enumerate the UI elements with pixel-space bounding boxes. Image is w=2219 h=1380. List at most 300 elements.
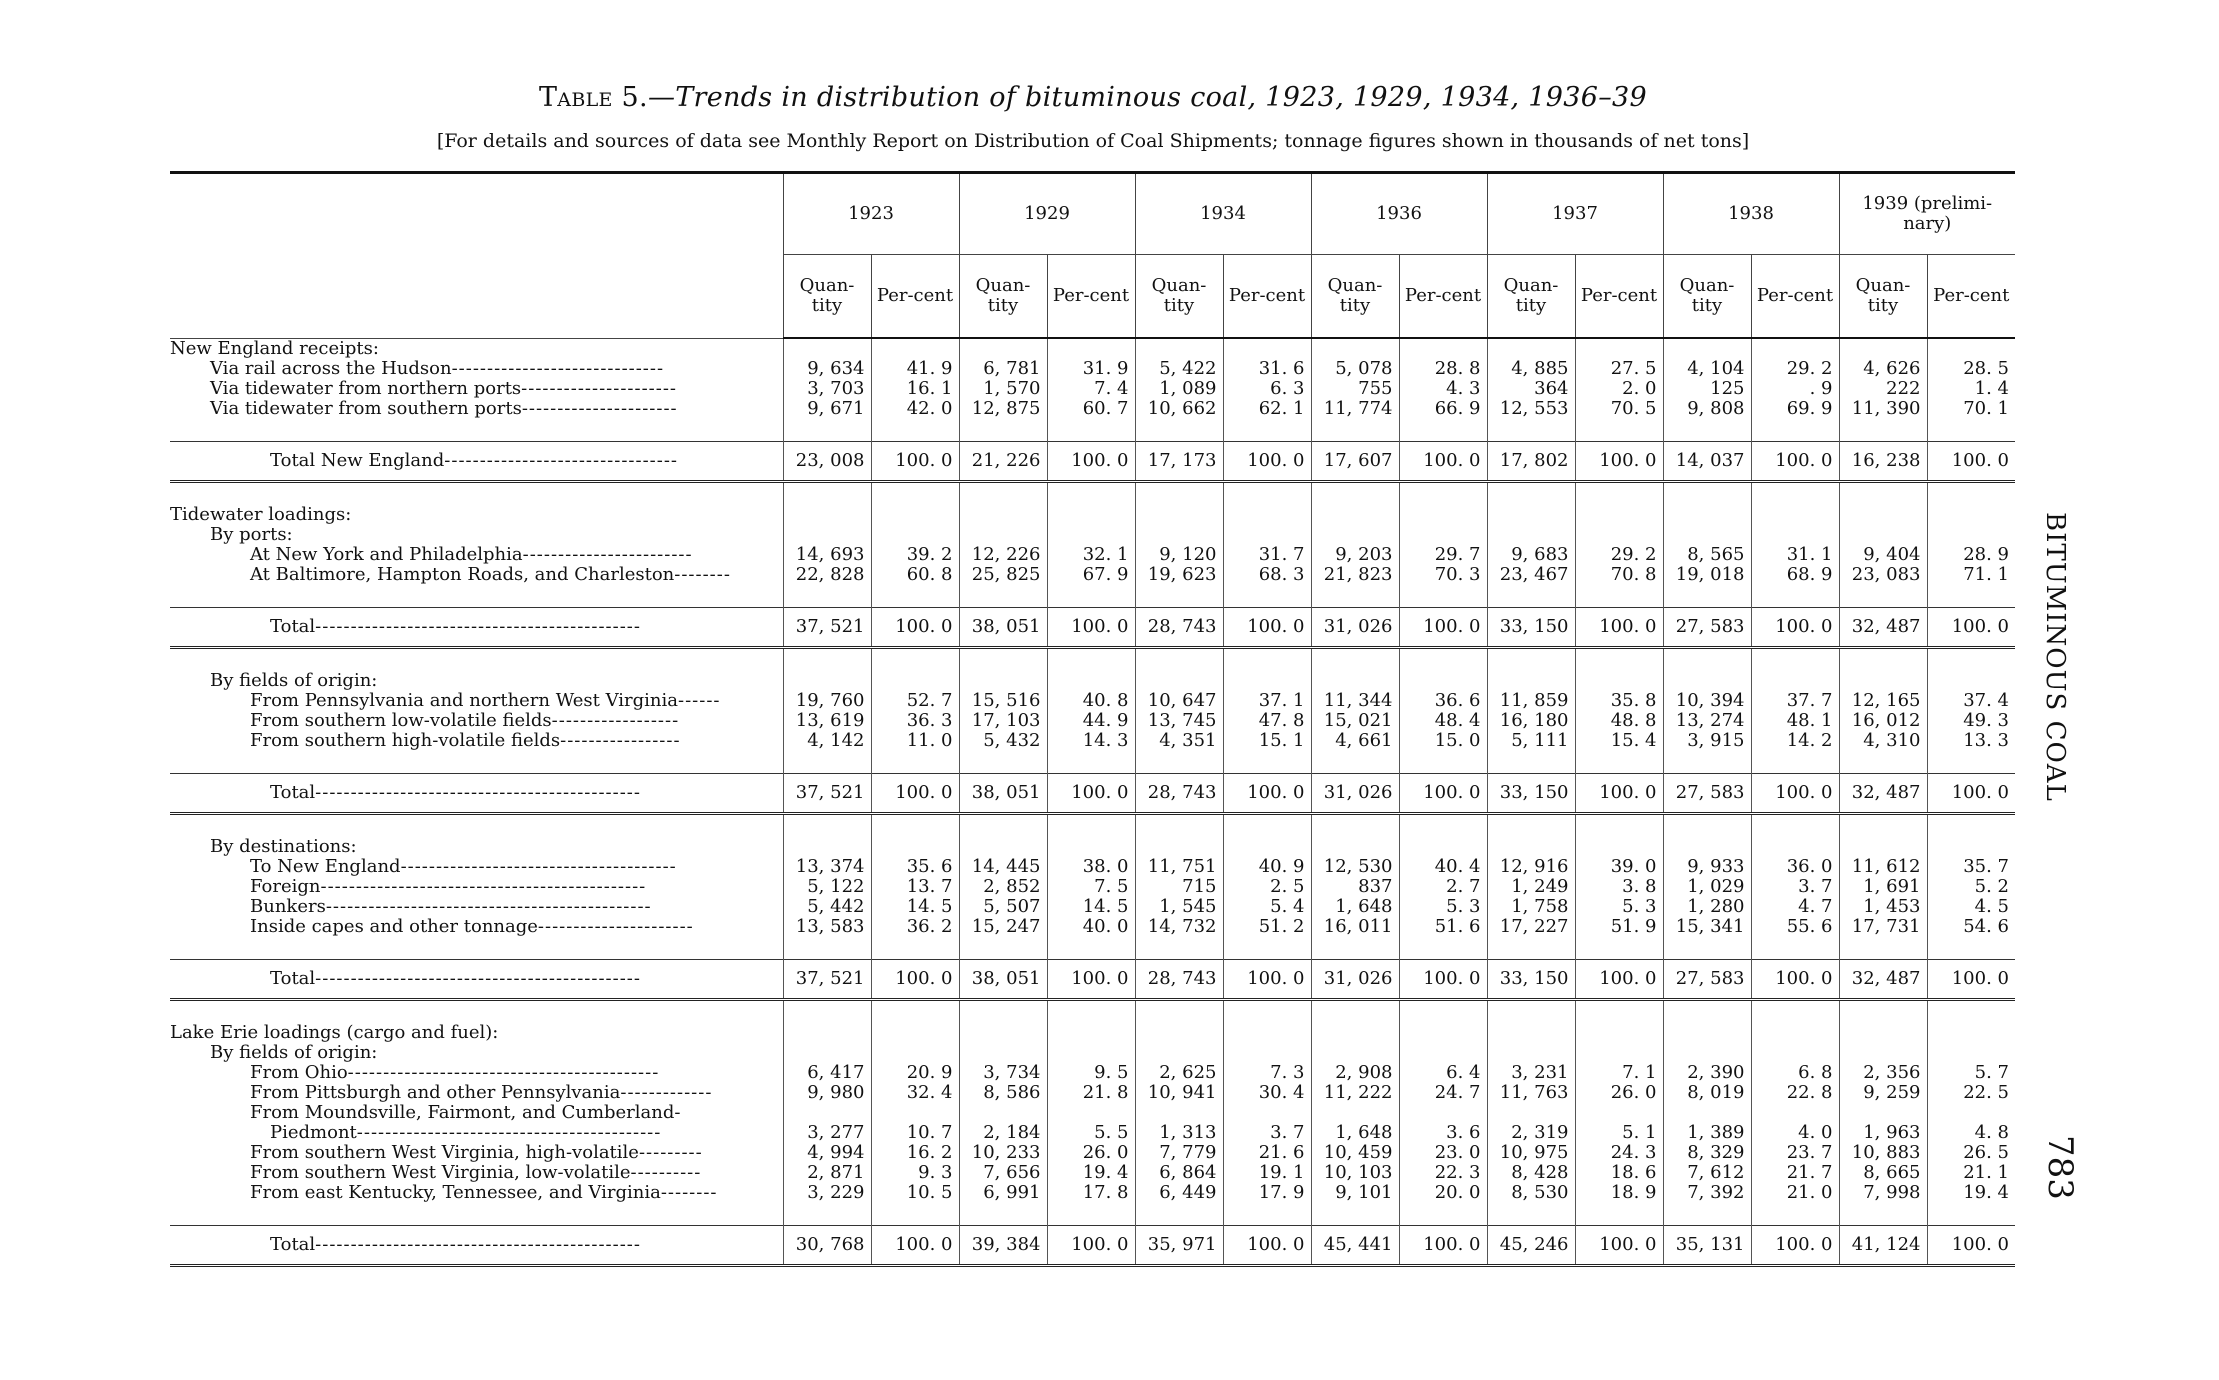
- quantity-header: Quan-tity: [783, 255, 871, 339]
- quantity-cell: 27, 583: [1663, 960, 1751, 1000]
- quantity-cell: 9, 808: [1663, 399, 1751, 419]
- percent-cell: 70. 3: [1399, 565, 1487, 585]
- percent-cell: 35. 8: [1575, 691, 1663, 711]
- percent-cell: [1927, 671, 2015, 691]
- percent-cell: 100. 0: [1927, 1226, 2015, 1266]
- total-row: [170, 442, 2015, 482]
- percent-cell: 13. 3: [1927, 731, 2015, 751]
- percent-cell: 26. 0: [1047, 1143, 1135, 1163]
- total-row: [170, 608, 2015, 648]
- quantity-cell: 14, 445: [959, 857, 1047, 877]
- quantity-cell: 3, 277: [783, 1123, 871, 1143]
- row-label-text: Inside capes and other tonnage: [250, 916, 538, 937]
- quantity-cell: 39, 384: [959, 1226, 1047, 1266]
- quantity-cell: [1311, 671, 1399, 691]
- percent-cell: 100. 0: [1223, 774, 1311, 814]
- spacer-row: [170, 937, 2015, 960]
- quantity-cell: 1, 249: [1487, 877, 1575, 897]
- percent-cell: 15. 4: [1575, 731, 1663, 751]
- percent-cell: 21. 6: [1223, 1143, 1311, 1163]
- table-title: [168, 82, 2018, 113]
- quantity-cell: 32, 487: [1839, 960, 1927, 1000]
- percent-cell: [1047, 505, 1135, 525]
- quantity-cell: 9, 933: [1663, 857, 1751, 877]
- table-label: Table 5.: [539, 82, 648, 113]
- percent-cell: 3. 7: [1223, 1123, 1311, 1143]
- percent-cell: [1399, 525, 1487, 545]
- percent-cell: [1927, 1043, 2015, 1063]
- quantity-cell: 8, 329: [1663, 1143, 1751, 1163]
- percent-cell: 18. 9: [1575, 1183, 1663, 1203]
- percent-cell: [871, 525, 959, 545]
- quantity-cell: [1311, 505, 1399, 525]
- percent-cell: 5. 2: [1927, 877, 2015, 897]
- year-header: 1934: [1135, 173, 1311, 255]
- section-heading: [170, 1103, 783, 1123]
- quantity-cell: 23, 083: [1839, 565, 1927, 585]
- quantity-cell: 33, 150: [1487, 774, 1575, 814]
- percent-cell: 9. 5: [1047, 1063, 1135, 1083]
- quantity-cell: 13, 274: [1663, 711, 1751, 731]
- leader-dots: ---------------------------------: [444, 450, 678, 471]
- percent-cell: 31. 1: [1751, 545, 1839, 565]
- percent-cell: 31. 7: [1223, 545, 1311, 565]
- quantity-cell: 1, 029: [1663, 877, 1751, 897]
- percent-cell: 100. 0: [1575, 960, 1663, 1000]
- percent-cell: 35. 7: [1927, 857, 2015, 877]
- percent-cell: 100. 0: [1927, 608, 2015, 648]
- quantity-cell: [959, 671, 1047, 691]
- leader-dots: ----------------------------------------------: [315, 782, 641, 803]
- quantity-cell: [1135, 1043, 1223, 1063]
- quantity-cell: 7, 612: [1663, 1163, 1751, 1183]
- leader-dots: ------------------: [551, 710, 680, 731]
- percent-cell: 26. 0: [1575, 1083, 1663, 1103]
- leader-dots: ----------------------: [537, 916, 694, 937]
- percent-cell: 5. 4: [1223, 897, 1311, 917]
- quantity-cell: 33, 150: [1487, 960, 1575, 1000]
- quantity-cell: [1135, 505, 1223, 525]
- leader-dots: ----------: [630, 1162, 702, 1183]
- table-row: [170, 1183, 2015, 1203]
- quantity-cell: [1663, 1103, 1751, 1123]
- row-label: [170, 442, 783, 482]
- row-label-text: From Moundsville, Fairmont, and Cumberland-: [250, 1102, 681, 1123]
- quantity-cell: 32, 487: [1839, 608, 1927, 648]
- table-row: [170, 917, 2015, 937]
- percent-cell: 39. 0: [1575, 857, 1663, 877]
- quantity-cell: 9, 203: [1311, 545, 1399, 565]
- quantity-cell: 9, 671: [783, 399, 871, 419]
- percent-cell: . 9: [1751, 379, 1839, 399]
- quantity-cell: 2, 356: [1839, 1063, 1927, 1083]
- percent-cell: 42. 0: [871, 399, 959, 419]
- quantity-cell: 3, 915: [1663, 731, 1751, 751]
- quantity-cell: 38, 051: [959, 960, 1047, 1000]
- section-heading-row: [170, 505, 2015, 525]
- quantity-cell: [1487, 671, 1575, 691]
- row-label-text: From southern West Virginia, high-volatile: [250, 1142, 639, 1163]
- percent-cell: 66. 9: [1399, 399, 1487, 419]
- quantity-cell: 1, 963: [1839, 1123, 1927, 1143]
- quantity-cell: [783, 671, 871, 691]
- quantity-cell: 16, 180: [1487, 711, 1575, 731]
- percent-cell: 29. 2: [1575, 545, 1663, 565]
- percent-cell: 5. 3: [1399, 897, 1487, 917]
- page-number: [2040, 1135, 2100, 1215]
- quantity-cell: 14, 732: [1135, 917, 1223, 937]
- percent-cell: 69. 9: [1751, 399, 1839, 419]
- quantity-cell: [1135, 837, 1223, 857]
- quantity-cell: 17, 173: [1135, 442, 1223, 482]
- quantity-cell: 10, 883: [1839, 1143, 1927, 1163]
- quantity-cell: [1311, 837, 1399, 857]
- quantity-cell: 45, 246: [1487, 1226, 1575, 1266]
- quantity-cell: 1, 691: [1839, 877, 1927, 897]
- quantity-cell: 2, 625: [1135, 1063, 1223, 1083]
- percent-cell: 100. 0: [1751, 608, 1839, 648]
- row-label: [170, 399, 783, 419]
- percent-cell: 37. 4: [1927, 691, 2015, 711]
- quantity-cell: 2, 184: [959, 1123, 1047, 1143]
- quantity-cell: 9, 120: [1135, 545, 1223, 565]
- section-heading: [170, 338, 783, 359]
- quantity-cell: [783, 525, 871, 545]
- quantity-cell: [1135, 338, 1223, 359]
- quantity-cell: [1311, 525, 1399, 545]
- percent-cell: [1223, 1103, 1311, 1123]
- quantity-cell: [783, 837, 871, 857]
- table-row: [170, 1163, 2015, 1183]
- quantity-cell: [1311, 1023, 1399, 1043]
- quantity-cell: 1, 648: [1311, 897, 1399, 917]
- quantity-cell: 4, 142: [783, 731, 871, 751]
- percent-cell: 27. 5: [1575, 359, 1663, 379]
- quantity-cell: [1839, 338, 1927, 359]
- percent-cell: 28. 5: [1927, 359, 2015, 379]
- leader-dots: -------------------------------------------: [356, 1122, 662, 1143]
- quantity-cell: 2, 908: [1311, 1063, 1399, 1083]
- percent-cell: 100. 0: [1223, 442, 1311, 482]
- quantity-cell: 4, 310: [1839, 731, 1927, 751]
- quantity-cell: 364: [1487, 379, 1575, 399]
- percent-cell: [1751, 1023, 1839, 1043]
- percent-cell: 100. 0: [871, 442, 959, 482]
- quantity-cell: 5, 507: [959, 897, 1047, 917]
- row-label-text: Via tidewater from southern ports: [210, 398, 522, 419]
- spacer-row: [170, 1203, 2015, 1226]
- quantity-cell: 38, 051: [959, 608, 1047, 648]
- percent-cell: 24. 3: [1575, 1143, 1663, 1163]
- row-label-text: From Ohio: [250, 1062, 348, 1083]
- percent-cell: 30. 4: [1223, 1083, 1311, 1103]
- quantity-cell: [1487, 338, 1575, 359]
- percent-cell: [1399, 1103, 1487, 1123]
- percent-cell: 48. 1: [1751, 711, 1839, 731]
- quantity-cell: 10, 975: [1487, 1143, 1575, 1163]
- row-label-text: By fields of origin:: [210, 670, 378, 691]
- row-label-text: At New York and Philadelphia: [250, 544, 523, 565]
- quantity-cell: 3, 231: [1487, 1063, 1575, 1083]
- quantity-cell: 17, 103: [959, 711, 1047, 731]
- table-row: [170, 1123, 2015, 1143]
- quantity-cell: 37, 521: [783, 774, 871, 814]
- percent-cell: 68. 3: [1223, 565, 1311, 585]
- quantity-cell: [1663, 671, 1751, 691]
- quantity-cell: 13, 374: [783, 857, 871, 877]
- quantity-cell: 16, 012: [1839, 711, 1927, 731]
- percent-cell: 48. 4: [1399, 711, 1487, 731]
- quantity-cell: 837: [1311, 877, 1399, 897]
- percent-cell: 100. 0: [871, 774, 959, 814]
- year-header: 1939 (prelimi-nary): [1839, 173, 2015, 255]
- percent-cell: 100. 0: [1751, 960, 1839, 1000]
- percent-cell: [1927, 525, 2015, 545]
- percent-cell: [1223, 505, 1311, 525]
- quantity-cell: 23, 008: [783, 442, 871, 482]
- spacer-row: [170, 482, 2015, 506]
- quantity-cell: 12, 553: [1487, 399, 1575, 419]
- row-label: [170, 1083, 783, 1103]
- table-subtitle: [For details and sources of data see Monthly Report on Distribution of Coal Shipments; tonnage figures shown in thousands of net tons]: [436, 130, 1750, 152]
- percent-cell: 23. 7: [1751, 1143, 1839, 1163]
- row-label-text: Tidewater loadings:: [170, 504, 352, 525]
- row-label: [170, 565, 783, 585]
- percent-cell: 100. 0: [1751, 442, 1839, 482]
- row-label-text: Via rail across the Hudson: [210, 358, 452, 379]
- percent-cell: [1575, 338, 1663, 359]
- quantity-cell: [1663, 338, 1751, 359]
- percent-cell: 11. 0: [871, 731, 959, 751]
- quantity-cell: 5, 111: [1487, 731, 1575, 751]
- table-row: [170, 379, 2015, 399]
- percent-cell: [1399, 338, 1487, 359]
- row-label-text: Bunkers: [250, 896, 326, 917]
- stub-header: [170, 173, 783, 339]
- quantity-cell: 31, 026: [1311, 608, 1399, 648]
- quantity-cell: 11, 751: [1135, 857, 1223, 877]
- quantity-cell: 13, 619: [783, 711, 871, 731]
- percent-cell: 4. 3: [1399, 379, 1487, 399]
- quantity-cell: 4, 626: [1839, 359, 1927, 379]
- quantity-cell: 9, 980: [783, 1083, 871, 1103]
- percent-cell: 37. 1: [1223, 691, 1311, 711]
- percent-cell: 3. 8: [1575, 877, 1663, 897]
- percent-cell: 19. 4: [1047, 1163, 1135, 1183]
- quantity-cell: 10, 103: [1311, 1163, 1399, 1183]
- percent-header: Per-cent: [871, 255, 959, 339]
- quantity-cell: 10, 941: [1135, 1083, 1223, 1103]
- row-label: [170, 1226, 783, 1266]
- leader-dots: ----------------------: [521, 398, 678, 419]
- percent-cell: 40. 9: [1223, 857, 1311, 877]
- quantity-cell: 12, 530: [1311, 857, 1399, 877]
- percent-cell: 100. 0: [1927, 774, 2015, 814]
- quantity-cell: 4, 351: [1135, 731, 1223, 751]
- quantity-cell: 15, 341: [1663, 917, 1751, 937]
- quantity-header: Quan-tity: [1135, 255, 1223, 339]
- table-row: [170, 565, 2015, 585]
- percent-cell: [1575, 505, 1663, 525]
- quantity-cell: [1663, 525, 1751, 545]
- percent-cell: 100. 0: [1575, 442, 1663, 482]
- table-row: [170, 399, 2015, 419]
- quantity-cell: [1487, 1023, 1575, 1043]
- percent-cell: [1399, 1043, 1487, 1063]
- percent-cell: 100. 0: [1751, 1226, 1839, 1266]
- row-label: [170, 897, 783, 917]
- section-heading: [170, 671, 783, 691]
- quantity-cell: 45, 441: [1311, 1226, 1399, 1266]
- quantity-cell: 10, 647: [1135, 691, 1223, 711]
- quantity-cell: [1135, 671, 1223, 691]
- leader-dots: ------: [678, 690, 721, 711]
- percent-cell: 35. 6: [871, 857, 959, 877]
- table-row: [170, 731, 2015, 751]
- percent-cell: 14. 5: [1047, 897, 1135, 917]
- percent-cell: 28. 8: [1399, 359, 1487, 379]
- quantity-cell: 21, 823: [1311, 565, 1399, 585]
- percent-cell: [871, 837, 959, 857]
- percent-cell: 20. 0: [1399, 1183, 1487, 1203]
- quantity-cell: 11, 222: [1311, 1083, 1399, 1103]
- percent-cell: 5. 7: [1927, 1063, 2015, 1083]
- percent-cell: 47. 8: [1223, 711, 1311, 731]
- quantity-cell: 7, 656: [959, 1163, 1047, 1183]
- percent-cell: 9. 3: [871, 1163, 959, 1183]
- percent-cell: [1927, 505, 2015, 525]
- quantity-cell: 8, 530: [1487, 1183, 1575, 1203]
- quantity-cell: [783, 1043, 871, 1063]
- quantity-cell: 9, 634: [783, 359, 871, 379]
- percent-cell: 38. 0: [1047, 857, 1135, 877]
- percent-cell: 39. 2: [871, 545, 959, 565]
- leader-dots: --------: [660, 1182, 718, 1203]
- quantity-cell: 37, 521: [783, 608, 871, 648]
- percent-cell: [1047, 525, 1135, 545]
- row-label: [170, 774, 783, 814]
- percent-cell: 10. 7: [871, 1123, 959, 1143]
- quantity-cell: [1663, 1023, 1751, 1043]
- row-label-text: From southern low-volatile fields: [250, 710, 552, 731]
- percent-header: Per-cent: [1927, 255, 2015, 339]
- table-row: [170, 897, 2015, 917]
- quantity-cell: 1, 648: [1311, 1123, 1399, 1143]
- spacer-row: [170, 419, 2015, 442]
- quantity-cell: 12, 875: [959, 399, 1047, 419]
- section-heading-row: [170, 1023, 2015, 1043]
- quantity-cell: 6, 991: [959, 1183, 1047, 1203]
- percent-cell: [1223, 525, 1311, 545]
- quantity-cell: [783, 1023, 871, 1043]
- quantity-cell: 5, 432: [959, 731, 1047, 751]
- quantity-cell: 33, 150: [1487, 608, 1575, 648]
- quantity-cell: 2, 871: [783, 1163, 871, 1183]
- leader-dots: ----------------------: [521, 378, 677, 399]
- quantity-cell: 16, 011: [1311, 917, 1399, 937]
- percent-cell: [1575, 1043, 1663, 1063]
- percent-cell: 70. 1: [1927, 399, 2015, 419]
- percent-cell: 5. 3: [1575, 897, 1663, 917]
- quantity-cell: 35, 131: [1663, 1226, 1751, 1266]
- leader-dots: --------------------------------------------: [347, 1062, 660, 1083]
- quantity-cell: 27, 583: [1663, 774, 1751, 814]
- running-head-text: BITUMINOUS COAL: [2040, 512, 2070, 802]
- quantity-cell: 17, 731: [1839, 917, 1927, 937]
- row-label-text: Total: [270, 968, 316, 989]
- percent-cell: 100. 0: [1047, 960, 1135, 1000]
- spacer-row: [170, 1000, 2015, 1024]
- quantity-cell: [1663, 837, 1751, 857]
- quantity-cell: 14, 693: [783, 545, 871, 565]
- leader-dots: ----------------------------------------------: [325, 896, 652, 917]
- quantity-cell: 16, 238: [1839, 442, 1927, 482]
- quantity-cell: 19, 623: [1135, 565, 1223, 585]
- percent-cell: [1223, 671, 1311, 691]
- percent-cell: [871, 1103, 959, 1123]
- quantity-cell: [1135, 525, 1223, 545]
- quantity-cell: 15, 516: [959, 691, 1047, 711]
- percent-cell: [1751, 671, 1839, 691]
- quantity-cell: 8, 586: [959, 1083, 1047, 1103]
- quantity-cell: 17, 607: [1311, 442, 1399, 482]
- quantity-cell: 1, 280: [1663, 897, 1751, 917]
- percent-cell: 4. 5: [1927, 897, 2015, 917]
- percent-cell: 49. 3: [1927, 711, 2015, 731]
- spacer-row: [170, 585, 2015, 608]
- percent-cell: 21. 1: [1927, 1163, 2015, 1183]
- quantity-cell: 13, 745: [1135, 711, 1223, 731]
- quantity-cell: 3, 734: [959, 1063, 1047, 1083]
- quantity-cell: 4, 661: [1311, 731, 1399, 751]
- percent-cell: 60. 8: [871, 565, 959, 585]
- leader-dots: -----------------: [560, 730, 681, 751]
- quantity-cell: 21, 226: [959, 442, 1047, 482]
- percent-cell: 37. 7: [1751, 691, 1839, 711]
- row-label-text: To New England: [250, 856, 401, 877]
- row-label: [170, 857, 783, 877]
- row-label: [170, 545, 783, 565]
- percent-cell: 100. 0: [1575, 608, 1663, 648]
- percent-cell: 100. 0: [1399, 960, 1487, 1000]
- row-label: [170, 691, 783, 711]
- quantity-cell: 9, 404: [1839, 545, 1927, 565]
- row-label-text: By ports:: [210, 524, 293, 545]
- quantity-cell: 12, 916: [1487, 857, 1575, 877]
- quantity-cell: 11, 763: [1487, 1083, 1575, 1103]
- section-heading: [170, 1023, 783, 1043]
- spacer-row: [170, 814, 2015, 838]
- percent-cell: 100. 0: [1223, 608, 1311, 648]
- quantity-cell: [1311, 1103, 1399, 1123]
- quantity-cell: [959, 525, 1047, 545]
- quantity-cell: [1487, 525, 1575, 545]
- percent-cell: 7. 3: [1223, 1063, 1311, 1083]
- quantity-cell: [1839, 837, 1927, 857]
- percent-cell: 31. 6: [1223, 359, 1311, 379]
- quantity-cell: 222: [1839, 379, 1927, 399]
- percent-header: Per-cent: [1047, 255, 1135, 339]
- row-label: [170, 960, 783, 1000]
- percent-cell: 71. 1: [1927, 565, 2015, 585]
- row-label-text: New England receipts:: [170, 337, 379, 359]
- quantity-cell: 6, 417: [783, 1063, 871, 1083]
- quantity-cell: 1, 545: [1135, 897, 1223, 917]
- section-heading-row: [170, 837, 2015, 857]
- quantity-cell: 6, 781: [959, 359, 1047, 379]
- quantity-cell: 715: [1135, 877, 1223, 897]
- table-row: [170, 1063, 2015, 1083]
